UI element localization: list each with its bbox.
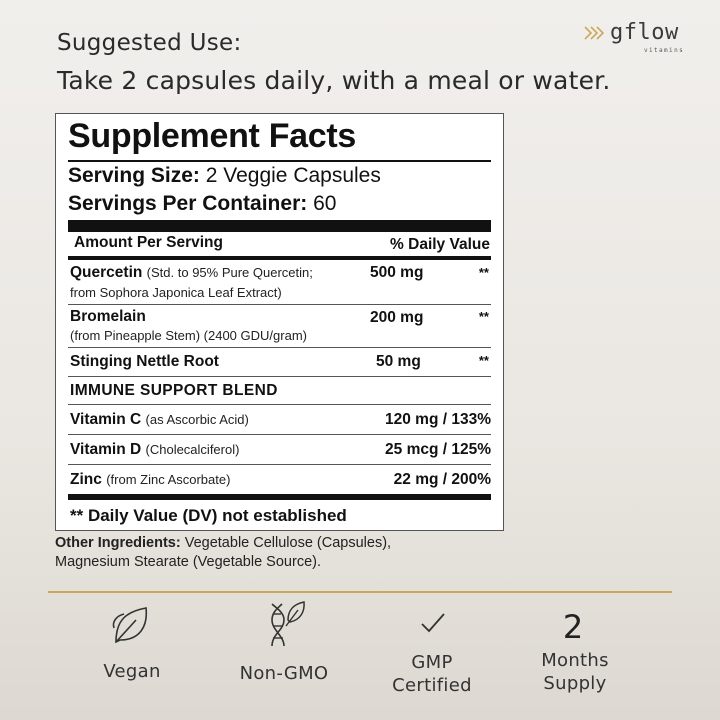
brand-subtitle: vitamins <box>644 47 685 54</box>
daily-value-header: % Daily Value <box>390 236 490 253</box>
supplement-facts-panel <box>55 113 504 531</box>
vitamin-d-amount: 25 mcg / 125% <box>385 441 491 458</box>
ingredient-bromelain: Bromelain <box>70 308 146 325</box>
leaf-icon <box>110 602 154 646</box>
brand-logo <box>584 18 694 58</box>
checkmark-icon <box>420 612 446 634</box>
divider <box>68 256 491 260</box>
thick-divider <box>68 220 491 232</box>
brand-name: gflow <box>610 20 679 45</box>
ingredient-vitamin-d: Vitamin D (Cholecalciferol) <box>70 441 240 458</box>
gmp-certified-label: GMP Certified <box>392 652 472 696</box>
divider <box>68 404 491 405</box>
non-gmo-label: Non-GMO <box>239 663 329 684</box>
bromelain-dv: ** <box>478 309 489 324</box>
quercetin-amount: 500 mg <box>370 264 424 281</box>
facts-title: Supplement Facts <box>68 117 357 155</box>
other-ingredients: Other Ingredients: Vegetable Cellulose (Capsules), Magnesium Stearate (Vegetable Source). <box>55 535 392 570</box>
dv-footnote: ** Daily Value (DV) not established <box>70 506 347 525</box>
serving-size: Serving Size: 2 Veggie Capsules <box>68 164 381 187</box>
ingredient-stinging-nettle: Stinging Nettle Root <box>70 353 219 370</box>
ingredient-quercetin: Quercetin (Std. to 95% Pure Quercetin; <box>70 264 313 281</box>
quercetin-dv: ** <box>478 265 489 280</box>
bromelain-amount: 200 mg <box>370 309 424 326</box>
divider <box>68 347 491 348</box>
vitamin-c-amount: 120 mg / 133% <box>385 411 491 428</box>
amount-per-serving-header: Amount Per Serving <box>74 234 223 251</box>
divider <box>68 304 491 305</box>
months-supply-label: Months Supply <box>541 650 609 694</box>
ingredient-vitamin-c: Vitamin C (as Ascorbic Acid) <box>70 411 249 428</box>
ingredient-zinc: Zinc (from Zinc Ascorbate) <box>70 471 231 488</box>
suggested-use-heading: Suggested Use: <box>57 30 242 56</box>
dna-leaf-icon <box>262 600 308 648</box>
vegan-label: Vegan <box>103 661 161 682</box>
ingredient-quercetin-source: from Sophora Japonica Leaf Extract) <box>70 285 282 300</box>
nettle-amount: 50 mg <box>376 353 421 370</box>
suggested-use-text: Take 2 capsules daily, with a meal or water. <box>57 66 611 95</box>
divider <box>68 464 491 465</box>
thick-divider <box>68 494 491 500</box>
brand-chevron-icon <box>584 26 606 40</box>
divider <box>68 160 491 162</box>
zinc-amount: 22 mg / 200% <box>393 471 491 488</box>
immune-blend-title: IMMUNE SUPPORT BLEND <box>70 382 278 399</box>
divider <box>68 434 491 435</box>
ingredient-bromelain-source: (from Pineapple Stem) (2400 GDU/gram) <box>70 328 307 343</box>
nettle-dv: ** <box>478 353 489 368</box>
servings-per-container: Servings Per Container: 60 <box>68 192 337 215</box>
months-supply-number: 2 <box>562 608 584 646</box>
gold-divider <box>48 591 672 593</box>
divider <box>68 376 491 377</box>
